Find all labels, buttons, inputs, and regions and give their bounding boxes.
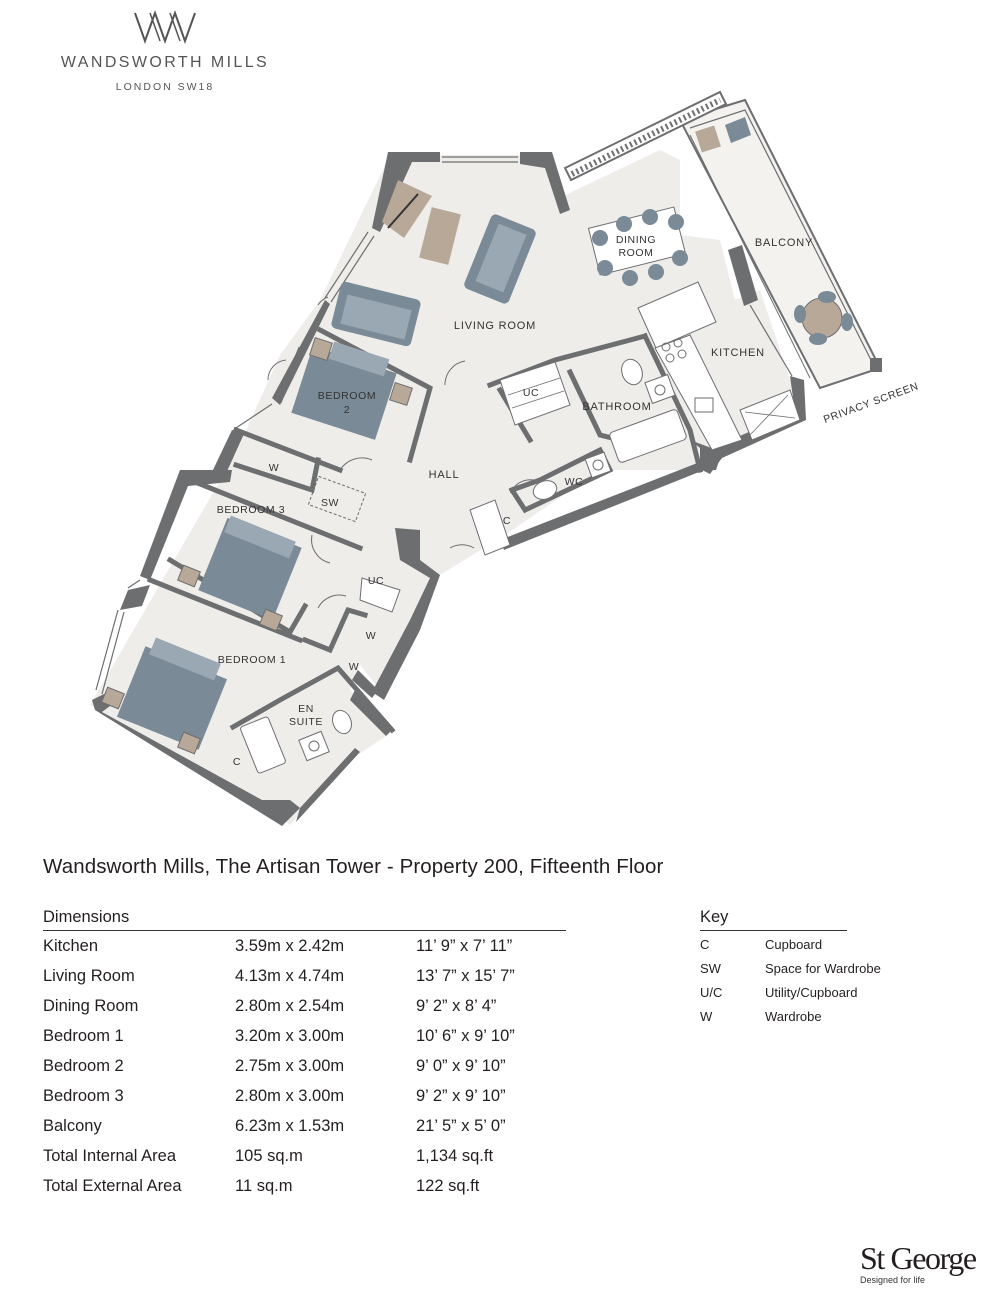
label-uc-2: UC [367, 575, 385, 587]
dimension-imperial: 1,134 sq.ft [416, 1147, 494, 1165]
key-description: Utility/Cupboard [765, 985, 858, 1000]
label-bathroom: BATHROOM [582, 401, 652, 413]
dimension-metric: 3.20m x 3.00m [235, 1027, 345, 1045]
label-sw: SW [320, 497, 340, 509]
dimension-room: Total External Area [43, 1177, 182, 1195]
development-location: LONDON SW18 [115, 81, 215, 93]
dimensions-table [43, 908, 566, 1201]
label-en-suite-2: SUITE [289, 716, 323, 728]
key-code: W [700, 1009, 713, 1024]
label-c-hall: C [502, 515, 512, 527]
developer-name: St George [860, 1240, 976, 1276]
dimension-metric: 2.80m x 2.54m [235, 997, 345, 1015]
dimension-room: Total Internal Area [43, 1147, 176, 1165]
key-row [700, 979, 858, 1003]
privacy-screen-marker [870, 358, 882, 372]
dimension-row [43, 1081, 566, 1111]
key-description: Cupboard [765, 937, 823, 952]
dimension-room: Kitchen [43, 937, 99, 955]
dimension-row [43, 991, 566, 1021]
label-bedroom3: BEDROOM 3 [216, 504, 286, 516]
dimension-room: Living Room [43, 967, 135, 985]
label-dining-2: ROOM [618, 247, 654, 259]
key-row [700, 1003, 847, 1027]
label-en-suite-1: EN [298, 703, 314, 715]
dimension-row [43, 931, 566, 961]
label-wc: WC [564, 476, 584, 488]
dimension-row [43, 1141, 566, 1171]
dimension-imperial: 10’ 6” x 9’ 10” [416, 1027, 515, 1045]
dimension-metric: 6.23m x 1.53m [235, 1117, 345, 1135]
dimension-imperial: 13’ 7” x 15’ 7” [416, 967, 515, 985]
developer-tagline: Designed for life [860, 1275, 926, 1285]
label-c-bed1: C [232, 756, 242, 768]
dimension-row [43, 1111, 566, 1141]
development-name: WANDSWORTH MILLS [60, 54, 270, 71]
dimension-metric: 105 sq.m [235, 1147, 303, 1165]
key-row [700, 931, 847, 955]
key-table [700, 908, 881, 1027]
page-title: Wandsworth Mills, The Artisan Tower - Property 200, Fifteenth Floor [43, 855, 664, 878]
dimension-metric: 2.80m x 3.00m [235, 1087, 345, 1105]
label-balcony: BALCONY [754, 237, 814, 249]
dimension-row [43, 961, 566, 991]
key-heading: Key [700, 908, 847, 931]
dimension-metric: 2.75m x 3.00m [235, 1057, 345, 1075]
dimension-imperial: 122 sq.ft [416, 1177, 480, 1195]
dimension-imperial: 9’ 0” x 9’ 10” [416, 1057, 506, 1075]
dimension-row [43, 1171, 566, 1201]
key-code: U/C [700, 985, 723, 1000]
key-code: C [700, 937, 710, 952]
dimension-room: Bedroom 3 [43, 1087, 124, 1105]
key-code: SW [700, 961, 721, 976]
dimension-metric: 11 sq.m [235, 1177, 293, 1195]
dimension-imperial: 9’ 2” x 9’ 10” [416, 1087, 506, 1105]
dimension-metric: 4.13m x 4.74m [235, 967, 345, 985]
label-dining-1: DINING [615, 234, 657, 246]
label-w-2: W [348, 661, 360, 673]
dimension-imperial: 21’ 5” x 5’ 0” [416, 1117, 506, 1135]
dimension-room: Bedroom 1 [43, 1027, 124, 1045]
label-w-bed3: W [268, 462, 280, 474]
dimension-imperial: 9’ 2” x 8’ 4” [416, 997, 497, 1015]
key-description: Wardrobe [765, 1009, 822, 1024]
developer-logo [860, 1242, 990, 1285]
dimension-row [43, 1021, 566, 1051]
dimension-imperial: 11’ 9” x 7’ 11” [416, 937, 513, 955]
label-kitchen: KITCHEN [711, 347, 765, 359]
dimension-room: Dining Room [43, 997, 139, 1015]
label-hall: HALL [428, 469, 460, 481]
label-bedroom2-2: 2 [343, 404, 351, 416]
label-privacy-screen: PRIVACY SCREEN [821, 380, 921, 426]
dimension-metric: 3.59m x 2.42m [235, 937, 345, 955]
dimension-row [43, 1051, 566, 1081]
dimension-room: Balcony [43, 1117, 102, 1135]
label-bedroom2-1: BEDROOM [317, 390, 377, 402]
label-uc-1: UC [522, 387, 540, 399]
key-description: Space for Wardrobe [765, 961, 881, 976]
label-living-room: LIVING ROOM [453, 320, 537, 332]
dimensions-heading: Dimensions [43, 908, 566, 931]
dimension-room: Bedroom 2 [43, 1057, 124, 1075]
key-row [700, 955, 881, 979]
label-w-1: W [365, 630, 377, 642]
label-bedroom1: BEDROOM 1 [217, 654, 287, 666]
